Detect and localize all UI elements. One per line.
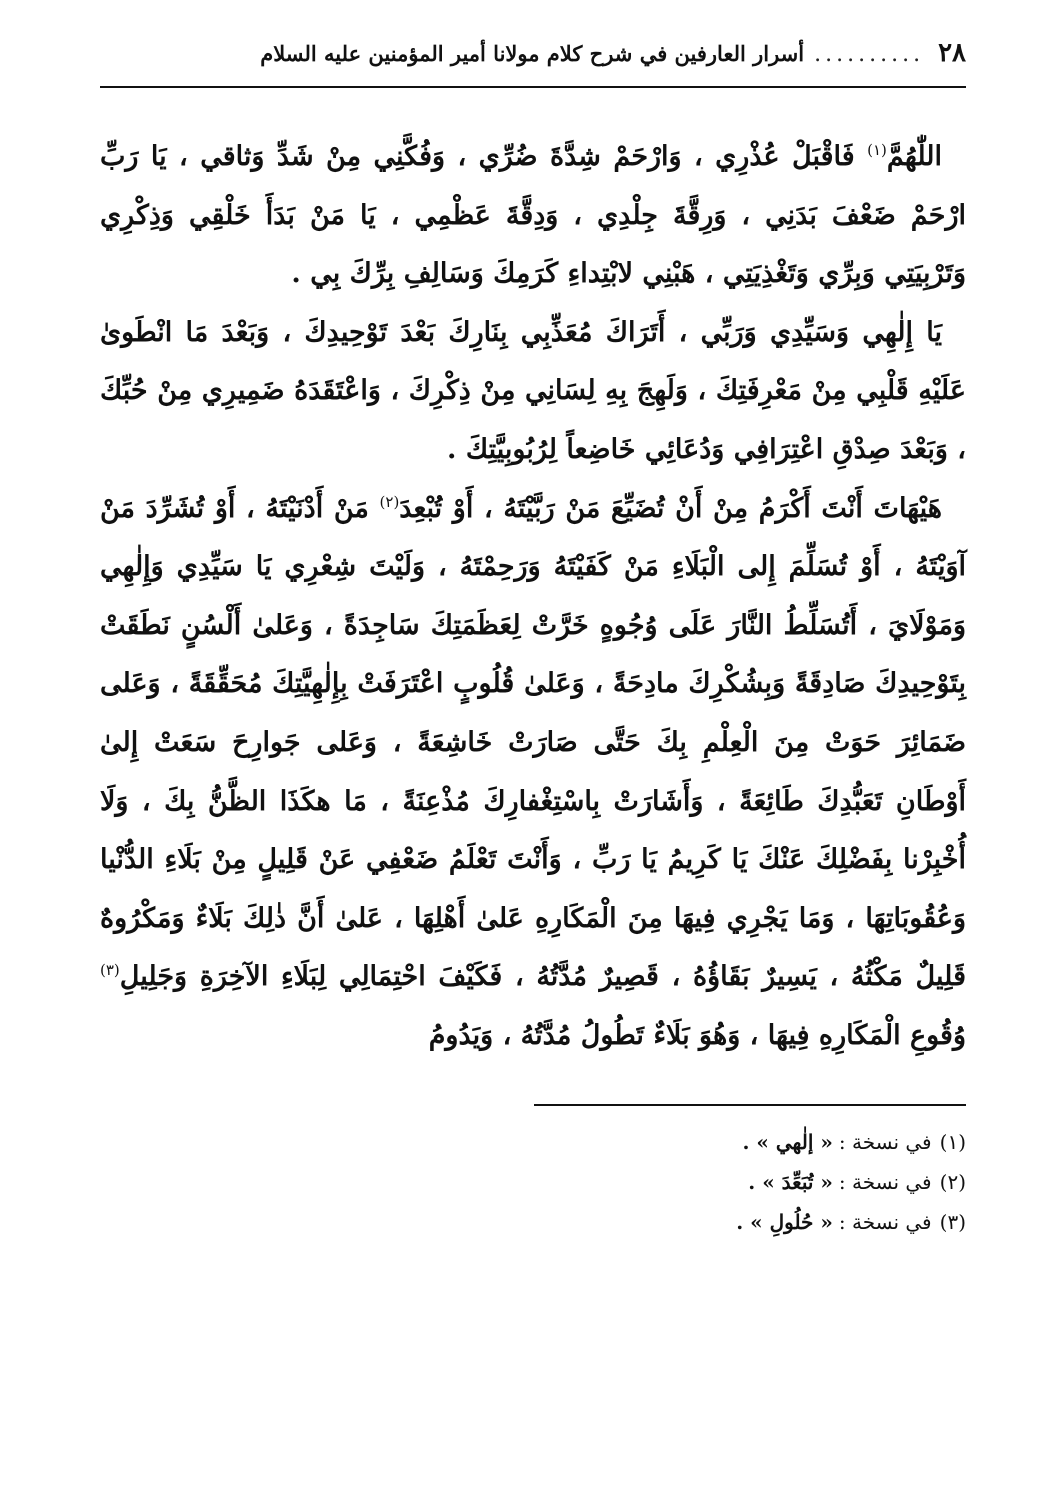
- paragraph-3: [100, 480, 966, 1066]
- footnote-number: (١): [939, 1129, 966, 1154]
- paragraph-1-text-b: فَاقْبَلْ عُذْرِي ، وَارْحَمْ شِدَّةَ ضُرِّي ، وَفُكَّنِي مِنْ شَدِّ وَثاقي ، يَا رَبِّ ارْحَمْ ضَعْفَ بَدَنِي ، وَرِقَّةَ جِلْدِي ، وَدِقَّةَ عَظْمِي ، يَا مَنْ بَدَأَ خَلْقِي وَذِكْرِي وَتَرْبِيَتِي وَبِرِّي وَتَغْذِيَتِي ، هَبْنِي لابْتِداءِ كَرَمِكَ وَسَالِفِ بِرِّكَ بِي .: [100, 141, 966, 290]
- footnote-ref-3: (٣): [100, 961, 120, 980]
- footnote-separator: [534, 1104, 966, 1106]
- book-page: [100, 38, 966, 1242]
- paragraph-3-text-c: وُقُوعِ الْمَكَارِهِ فِيهَا ، وَهُوَ بَلَاءٌ تَطُولُ مُدَّتُهُ ، وَيَدُومُ: [428, 1019, 966, 1051]
- footnote-label: في نسخة :: [838, 1209, 932, 1234]
- running-header: [100, 38, 966, 88]
- footnote-value: « تُبَعِّدَ » .: [748, 1169, 833, 1194]
- main-text: [100, 128, 966, 1066]
- paragraph-3-text-a: هَيْهَاتَ أَنْتَ أَكْرَمُ مِنْ أَنْ تُضَيِّعَ مَنْ رَبَّيْتَهُ ، أَوْ تُبْعِدَ: [399, 492, 942, 524]
- footnote-ref-1: (١): [867, 141, 887, 159]
- footnote-ref-2: (٢): [379, 492, 400, 511]
- paragraph-1-text-a: اللّٰهُمَّ: [886, 141, 942, 172]
- paragraph-2-text: يَا إِلٰهِي وَسَيِّدِي وَرَبِّي ، أَتَرَاكَ مُعَذِّبِي بِنَارِكَ بَعْدَ تَوْحِيدِكَ ، وَبَعْدَ مَا انْطَوىٰ عَلَيْهِ قَلْبِي مِنْ مَعْرِفَتِكَ ، وَلَهِجَ بِهِ لِسَانِي مِنْ ذِكْرِكَ ، وَاعْتَقَدَهُ ضَمِيرِي مِنْ حُبِّكَ ، وَبَعْدَ صِدْقِ اعْتِرَافِي وَدُعَائِي خَاضِعاً لِرُبُوبِيَّتِكَ .: [100, 316, 966, 465]
- footnote-value: « إلٰهي » .: [742, 1129, 833, 1154]
- running-title: أسرار العارفين في شرح كلام مولانا أمير المؤمنين عليه السلام: [260, 41, 805, 66]
- footnotes: [100, 1122, 966, 1242]
- footnote-3: [100, 1202, 966, 1242]
- footnote-value: « حُلُولِ » .: [736, 1209, 833, 1234]
- footnote-number: (٣): [939, 1209, 966, 1234]
- footnote-label: في نسخة :: [838, 1129, 932, 1154]
- paragraph-2: [100, 304, 966, 480]
- footnote-number: (٢): [939, 1169, 966, 1194]
- header-dot-leader: ..........: [814, 42, 925, 67]
- footnote-1: [100, 1122, 966, 1162]
- footnote-label: في نسخة :: [838, 1169, 932, 1194]
- footnote-2: [100, 1162, 966, 1202]
- paragraph-3-text-b: مَنْ أَدْنَيْتَهُ ، أَوْ تُشَرِّدَ مَنْ آوَيْتَهُ ، أَوْ تُسَلِّمَ إِلى الْبَلَاءِ مَنْ كَفَيْتَهُ وَرَحِمْتَهُ ، وَلَيْتَ شِعْرِي يَا سَيِّدِي وَإِلٰهِي وَمَوْلَايَ ، أَتُسَلِّطُ النَّارَ عَلَى وُجُوهٍ خَرَّتْ لِعَظَمَتِكَ سَاجِدَةً ، وَعَلىٰ أَلْسُنٍ نَطَقَتْ بِتَوْحِيدِكَ صَادِقَةً وَبِشُكْرِكَ مادِحَةً ، وَعَلىٰ قُلُوبٍ اعْتَرَفَتْ بِإِلٰهِيَّتِكَ مُحَقِّقَةً ، وَعَلى ضَمَائِرَ حَوَتْ مِنَ الْعِلْمِ بِكَ حَتَّى صَارَتْ خَاشِعَةً ، وَعَلى جَوارِحَ سَعَتْ إِلىٰ أَوْطَانِ تَعَبُّدِكَ طَائِعَةً ، وَأَشَارَتْ بِاسْتِغْفارِكَ مُذْعِنَةً ، مَا هكَذَا الظَّنُّ بِكَ ، وَلَا أُخْبِرْنا بِفَضْلِكَ عَنْكَ يَا كَرِيمُ يَا رَبِّ ، وَأَنْتَ تَعْلَمُ ضَعْفِي عَنْ قَلِيلٍ مِنْ بَلَاءِ الدُّنْيا وَعُقُوبَاتِهَا ، وَمَا يَجْرِي فِيهَا مِنَ الْمَكَارِهِ عَلىٰ أَهْلِهَا ، عَلىٰ أَنَّ ذٰلِكَ بَلَاءٌ وَمَكْرُوهٌ قَلِيلٌ مَكْثُهُ ، يَسِيرٌ بَقَاؤُهُ ، قَصِيرٌ مُدَّتُهُ ، فَكَيْفَ احْتِمَالِي لِبَلَاءِ الآخِرَةِ وَجَلِيلِ: [100, 492, 966, 993]
- paragraph-1: [100, 128, 966, 304]
- page-number: ٢٨: [938, 38, 966, 68]
